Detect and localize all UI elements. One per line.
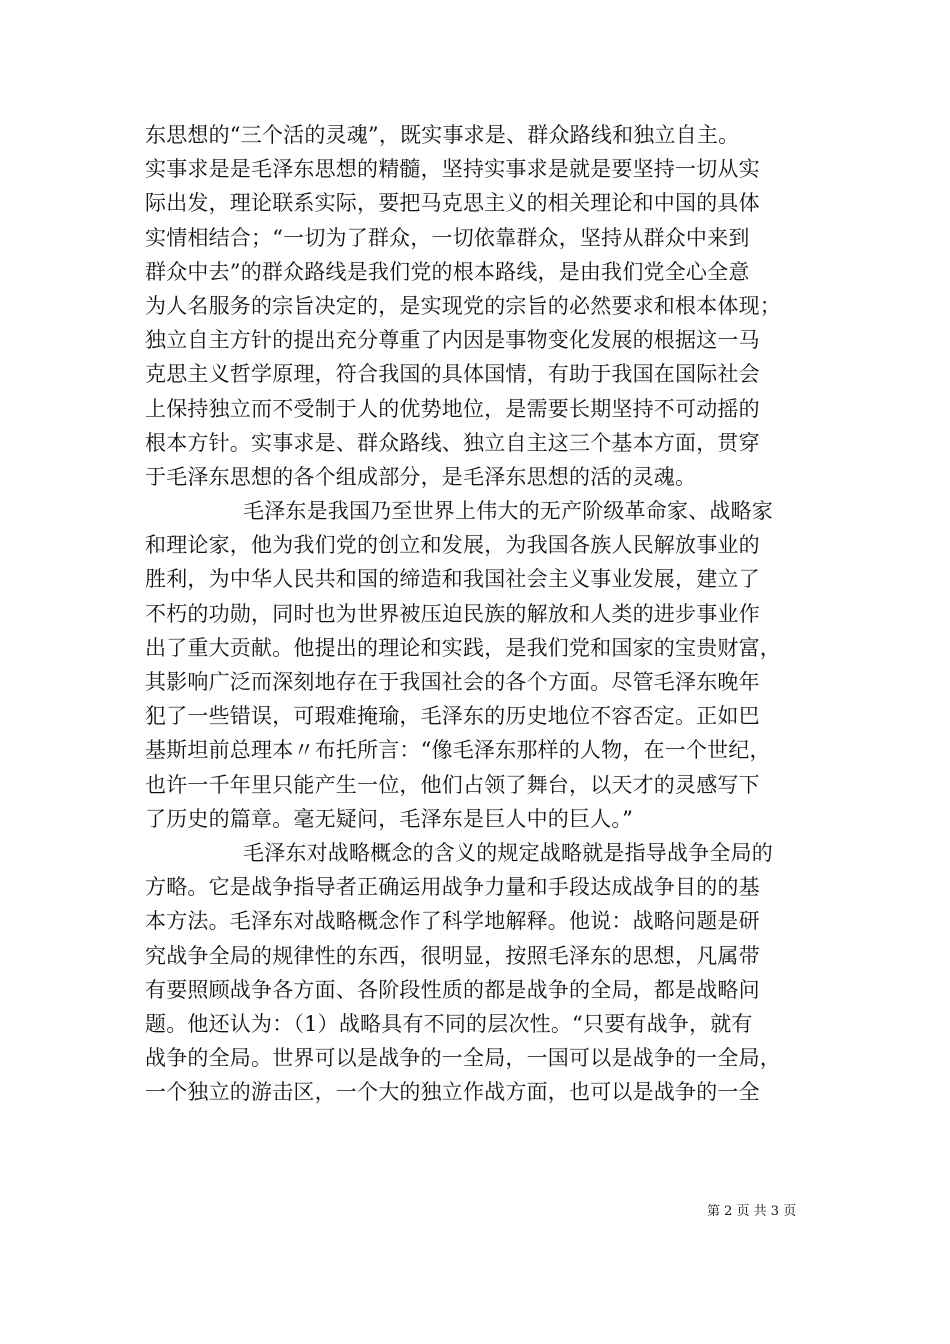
text-line: 群众中去”的群众路线是我们党的根本路线，是由我们党全心全意	[145, 259, 750, 284]
text-line: 方略。它是战争指导者正确运用战争力量和手段达成战争目的的基	[145, 875, 760, 900]
text-line: 犯了一些错误，可瑕难掩瑜，毛泽东的历史地位不容否定。正如巴	[145, 704, 760, 729]
text-line: 究战争全局的规律性的东西，很明显，按照毛泽东的思想，凡属带	[145, 943, 760, 968]
text-line: 克思主义哲学原理，符合我国的具体国情，有助于我国在国际社会	[145, 362, 760, 387]
text-line: 出了重大贡献。他提出的理论和实践，是我们党和国家的宝贵财富，	[145, 635, 781, 660]
text-line: 胜利，为中华人民共和国的缔造和我国社会主义事业发展，建立了	[145, 567, 760, 592]
text-line: 不朽的功勋，同时也为世界被压迫民族的解放和人类的进步事业作	[145, 601, 760, 626]
text-line: 有要照顾战争各方面、各阶段性质的都是战争的全局，都是战略问	[145, 977, 760, 1002]
text-line: 也许一千年里只能产生一位，他们占领了舞台，以天才的灵感写下	[145, 772, 760, 797]
text-line: 于毛泽东思想的各个组成部分，是毛泽东思想的活的灵魂。	[145, 464, 697, 489]
text-line: 题。他还认为：（1）战略具有不同的层次性。“只要有战争，就有	[145, 1011, 753, 1036]
paragraph-2	[145, 494, 815, 836]
text-line: 根本方针。实事求是、群众路线、独立自主这三个基本方面，贯穿	[145, 430, 760, 455]
text-line: 其影响广泛而深刻地存在于我国社会的各个方面。尽管毛泽东晚年	[145, 670, 760, 694]
text-line: 本方法。毛泽东对战略概念作了科学地解释。他说：战略问题是研	[145, 909, 760, 934]
text-line: 际出发，理论联系实际，要把马克思主义的相关理论和中国的具体	[145, 191, 760, 216]
text-line: 上保持独立而不受制于人的优势地位，是需要长期坚持不可动摇的	[145, 396, 760, 421]
text-line: 和理论家，他为我们党的创立和发展，为我国各族人民解放事业的	[145, 533, 760, 558]
text-line: 了历史的篇章。毫无疑问，毛泽东是巨人中的巨人。”	[145, 806, 634, 831]
text-line: 为人名服务的宗旨决定的，是实现党的宗旨的必然要求和根本体现；	[145, 293, 781, 318]
text-line: 战争的全局。世界可以是战争的一全局，一国可以是战争的一全局，	[145, 1046, 781, 1071]
paragraph-3	[145, 836, 815, 1110]
paragraph-1	[145, 118, 815, 494]
text-line-indented: 毛泽东对战略概念的含义的规定战略就是指导战争全局的	[243, 840, 773, 865]
body-text	[145, 118, 815, 1109]
text-line-indented: 毛泽东是我国乃至世界上伟大的无产阶级革命家、战略家	[243, 499, 773, 524]
text-line: 基斯坦前总理本〃布托所言：“像毛泽东那样的人物，在一个世纪，	[145, 738, 771, 763]
page-number-footer: 第 2 页 共 3 页	[707, 1204, 797, 1219]
text-line: 实事求是是毛泽东思想的精髓，坚持实事求是就是要坚持一切从实	[145, 157, 760, 182]
text-line: 一个独立的游击区，一个大的独立作战方面，也可以是战争的一全	[145, 1080, 760, 1105]
text-line: 独立自主方针的提出充分尊重了内因是事物变化发展的根据这一马	[145, 328, 760, 353]
text-line: 实情相结合；“一切为了群众，一切依靠群众，坚持从群众中来到	[145, 225, 750, 250]
text-line: 东思想的“三个活的灵魂”，既实事求是、群众路线和独立自主。	[145, 123, 740, 147]
